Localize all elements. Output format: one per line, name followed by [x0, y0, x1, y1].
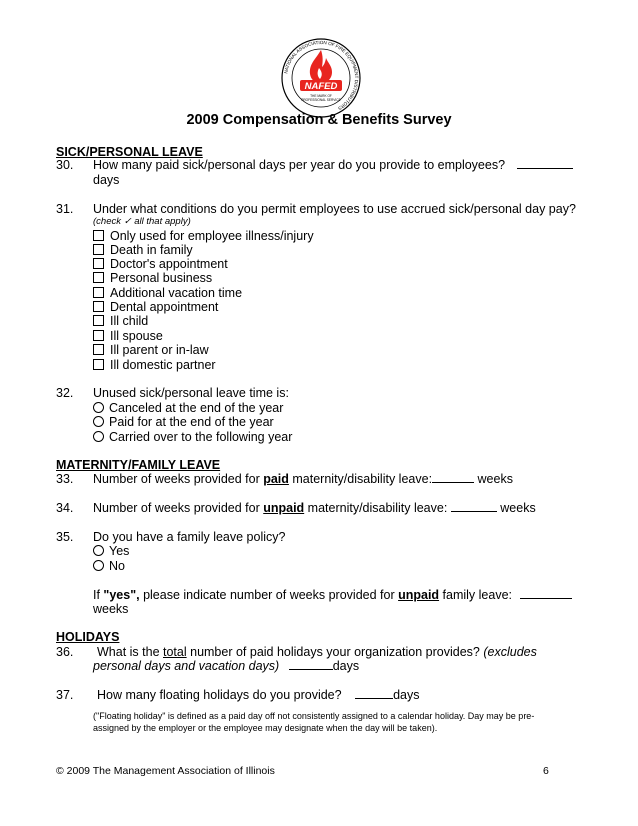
q34-text-pre: Number of weeks provided for	[93, 501, 264, 515]
q32-option-label: Paid for at the end of the year	[109, 415, 274, 429]
flame-icon	[310, 50, 332, 83]
q37-definition-1: ("Floating holiday" is defined as a paid day off not consistently assigned to a calendar holiday. Day may be pre-	[93, 711, 535, 721]
q31-option[interactable]	[93, 229, 314, 243]
q35-answer-blank[interactable]	[520, 598, 572, 599]
q36-number: 36.	[56, 645, 74, 659]
q30-text: How many paid sick/personal days per year do you provide to employees?	[93, 158, 506, 172]
q31-option-label: Ill child	[110, 314, 149, 328]
q31-option[interactable]	[93, 329, 163, 343]
checkbox-icon[interactable]	[93, 359, 104, 370]
q32-option[interactable]	[93, 415, 274, 429]
logo-ring-text: NATIONAL ASSOCIATION OF FIRE EQUIPMENT DISTRIBUTORS	[283, 39, 360, 112]
logo-tagline-2: PROFESSIONAL SERVICE	[301, 98, 341, 102]
q31-option-label: Ill spouse	[110, 329, 163, 343]
q36-note-2: personal days and vacation days)	[93, 659, 280, 673]
q30-number: 30.	[56, 158, 74, 172]
q31-note-suffix: all that apply)	[134, 216, 191, 227]
q31-option-label: Ill parent or in-law	[110, 343, 209, 357]
checkbox-icon[interactable]	[93, 258, 104, 269]
q31-option[interactable]	[93, 314, 148, 328]
q31-option-label: Ill domestic partner	[110, 358, 216, 372]
q31-option-label: Dental appointment	[110, 300, 219, 314]
q30-question	[93, 158, 573, 172]
q35-follow-yes: "yes",	[103, 588, 140, 602]
q31-number: 31.	[56, 202, 74, 216]
q30-unit: days	[93, 173, 120, 187]
q32-option-label: Carried over to the following year	[109, 430, 293, 444]
q33-answer-blank[interactable]	[432, 482, 474, 483]
nafed-logo	[279, 36, 363, 120]
q36-emphasis: total	[163, 645, 187, 659]
q36-text-pre: What is the	[97, 645, 163, 659]
q34-answer-blank[interactable]	[451, 511, 497, 512]
q33-emphasis: paid	[263, 472, 289, 486]
q36-unit: days	[332, 659, 360, 673]
q37-text: How many floating holidays do you provide?	[97, 688, 342, 702]
q34-number: 34.	[56, 501, 74, 515]
q34-question	[93, 501, 536, 515]
q34-unit: weeks	[500, 501, 536, 515]
q35-option-label: No	[109, 559, 125, 573]
logo-brand: NAFED	[304, 81, 338, 92]
q31-note-prefix: (check	[93, 216, 121, 227]
q34-emphasis: unpaid	[263, 501, 305, 515]
page-title: 2009 Compensation & Benefits Survey	[186, 112, 452, 128]
footer-page-number: 6	[543, 765, 549, 777]
radio-icon[interactable]	[93, 416, 104, 427]
checkbox-icon[interactable]	[93, 315, 104, 326]
q33-text-pre: Number of weeks provided for	[93, 472, 264, 486]
q31-option-label: Additional vacation time	[110, 286, 243, 300]
q37-answer-blank[interactable]	[355, 698, 393, 699]
q32-option[interactable]	[93, 430, 292, 444]
q37-unit: days	[393, 688, 420, 702]
q36-answer-blank[interactable]	[289, 669, 333, 670]
q31-option-label: Only used for employee illness/injury	[110, 229, 314, 243]
q31-option[interactable]	[93, 358, 216, 372]
q31-option-label: Death in family	[110, 243, 193, 257]
q34-text-post: maternity/disability leave:	[304, 501, 448, 515]
checkbox-icon[interactable]	[93, 244, 104, 255]
checkbox-icon[interactable]	[93, 272, 104, 283]
q36-question-cont	[93, 659, 359, 673]
q31-option[interactable]	[93, 286, 242, 300]
q33-number: 33.	[56, 472, 74, 486]
q31-option[interactable]	[93, 300, 218, 314]
checkbox-icon[interactable]	[93, 301, 104, 312]
radio-icon[interactable]	[93, 402, 104, 413]
q30-answer-blank[interactable]	[517, 168, 573, 169]
q32-text: Unused sick/personal leave time is:	[93, 386, 289, 400]
checkmark-icon: ✓	[123, 216, 132, 227]
q35-follow-pre: If	[93, 588, 104, 602]
q35-follow-post: family leave:	[439, 588, 513, 602]
q35-follow-unit: weeks	[93, 602, 129, 616]
checkbox-icon[interactable]	[93, 344, 104, 355]
q35-follow-emphasis: unpaid	[398, 588, 440, 602]
radio-icon[interactable]	[93, 560, 104, 571]
q35-text: Do you have a family leave policy?	[93, 530, 286, 544]
q31-text: Under what conditions do you permit employees to use accrued sick/personal day pay?	[93, 202, 576, 216]
section-heading-sick: SICK/PERSONAL LEAVE	[56, 145, 203, 159]
q31-option-label: Personal business	[110, 271, 213, 285]
q37-number: 37.	[56, 688, 74, 702]
q36-text-post: number of paid holidays your organization provides?	[186, 645, 480, 659]
q31-option[interactable]	[93, 243, 193, 257]
radio-icon[interactable]	[93, 431, 104, 442]
logo-tagline-1: THE MARK OF	[310, 94, 332, 98]
q35-follow-up	[93, 588, 572, 602]
q35-option-yes[interactable]	[93, 544, 129, 558]
q35-option-label: Yes	[109, 544, 130, 558]
q32-option-label: Canceled at the end of the year	[109, 401, 284, 415]
section-heading-maternity: MATERNITY/FAMILY LEAVE	[56, 458, 221, 472]
q31-option[interactable]	[93, 271, 212, 285]
q36-note-1: (excludes	[483, 645, 537, 659]
q31-option[interactable]	[93, 257, 228, 271]
q32-option[interactable]	[93, 401, 283, 415]
q36-question	[97, 645, 537, 659]
q31-option[interactable]	[93, 343, 209, 357]
q35-option-no[interactable]	[93, 559, 125, 573]
q35-number: 35.	[56, 530, 74, 544]
q33-text-post: maternity/disability leave:	[288, 472, 433, 486]
q35-follow-mid: please indicate number of weeks provided for	[139, 588, 399, 602]
q33-question	[93, 472, 513, 486]
q33-unit: weeks	[477, 472, 513, 486]
checkbox-icon[interactable]	[93, 330, 104, 341]
section-heading-holidays: HOLIDAYS	[56, 630, 120, 644]
footer-copyright: © 2009 The Management Association of Illinois	[56, 765, 275, 777]
q37-question	[97, 688, 419, 702]
q32-number: 32.	[56, 386, 74, 400]
checkbox-icon[interactable]	[93, 287, 104, 298]
checkbox-icon[interactable]	[93, 230, 104, 241]
q31-option-label: Doctor's appointment	[110, 257, 228, 271]
radio-icon[interactable]	[93, 545, 104, 556]
q31-note	[93, 216, 191, 227]
q37-definition-2: assigned by the employer or the employee may designate when the day will be taken).	[93, 723, 438, 733]
